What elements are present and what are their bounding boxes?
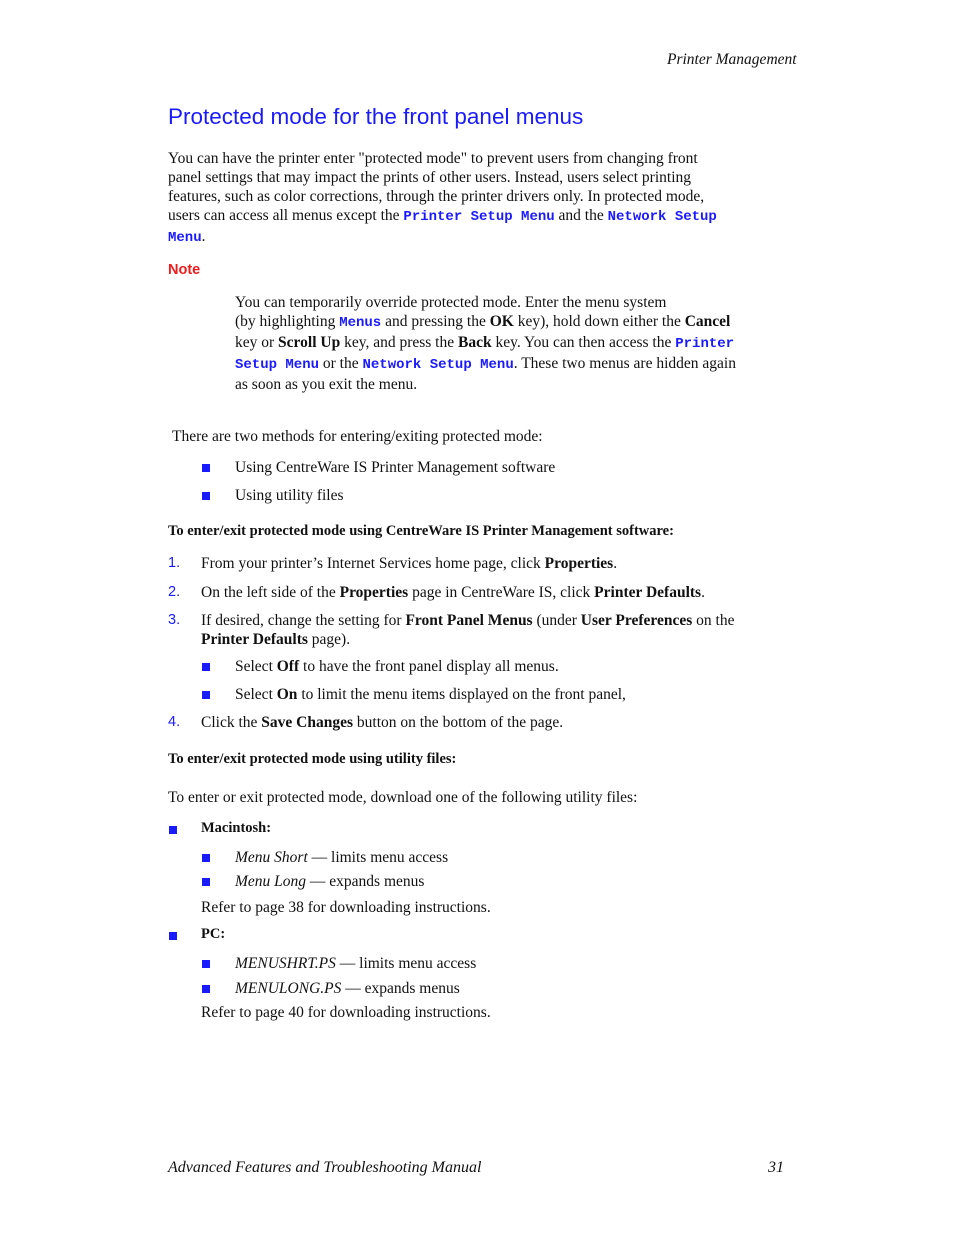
text: If desired, change the setting for (201, 612, 406, 629)
page-title: Protected mode for the front panel menus (168, 104, 584, 129)
file-name: MENULONG.PS (235, 980, 342, 997)
text: page). (307, 631, 351, 648)
text: . These two menus are hidden again (513, 355, 736, 372)
text: to limit the menu items displayed on the front panel, (297, 686, 626, 703)
bullet-icon (202, 854, 210, 862)
text: page in CentreWare IS, click (408, 584, 595, 601)
text: (under (532, 612, 581, 629)
text: — expands menus (306, 873, 425, 890)
bullet-icon (202, 464, 210, 472)
text: button on the bottom of the page. (353, 714, 564, 731)
platform-label-mac: Macintosh: (201, 820, 272, 836)
method-item: Using CentreWare IS Printer Management software (235, 459, 556, 476)
menu-name-setup-menu: Setup Menu (235, 357, 320, 373)
text: key), hold down either the (513, 313, 685, 330)
step-line (201, 630, 821, 649)
ui-term: Save Changes (261, 714, 354, 731)
page-number: 31 (768, 1159, 784, 1176)
bullet-icon (202, 663, 210, 671)
ui-term: Front Panel Menus (405, 612, 533, 629)
bullet-icon (202, 492, 210, 500)
section-heading-centreware: To enter/exit protected mode using CentreWare IS Printer Management software: (168, 523, 674, 539)
bullet-icon (169, 826, 177, 834)
step-1 (201, 554, 617, 573)
step-4 (201, 713, 563, 732)
bullet-icon (202, 960, 210, 968)
step-2 (201, 583, 705, 602)
text: (by highlighting (235, 313, 340, 330)
text: key. You can then access the (491, 334, 676, 351)
step-line (201, 611, 821, 630)
note-line: You can temporarily override protected mode. Enter the menu system (235, 294, 667, 311)
section-heading-utility: To enter/exit protected mode using utility files: (168, 751, 457, 767)
step-number: 2. (168, 584, 181, 600)
intro-line: panel settings that may impact the prints of other users. Instead, users select printing (168, 169, 691, 186)
platform-label-pc: PC: (201, 926, 226, 942)
ui-term: Properties (339, 584, 409, 601)
reference-text: Refer to page 40 for downloading instructions. (201, 1004, 491, 1021)
intro-line: You can have the printer enter "protected mode" to prevent users from changing front (168, 150, 698, 167)
utility-file-item (235, 979, 460, 998)
bullet-icon (169, 932, 177, 940)
sub-item-off (235, 657, 559, 676)
file-name: Menu Short (235, 849, 308, 866)
step-number: 4. (168, 714, 181, 730)
key-back: Back (458, 334, 492, 351)
text: and pressing the (381, 313, 490, 330)
key-scroll-up: Scroll Up (278, 334, 341, 351)
menu-name-network-setup-menu: Network Setup Menu (362, 357, 514, 373)
key-cancel: Cancel (684, 313, 731, 330)
ui-term: User Preferences (580, 612, 693, 629)
bullet-icon (202, 878, 210, 886)
ui-term: Printer Defaults (201, 631, 308, 648)
text: to have the front panel display all menus. (299, 658, 559, 675)
menu-name-printer-setup: Printer Setup Menu (403, 209, 555, 225)
running-header: Printer Management (667, 51, 797, 68)
ui-term: On (276, 686, 298, 703)
file-name: MENUSHRT.PS (235, 955, 336, 972)
ui-term: Printer Defaults (594, 584, 702, 601)
bullet-icon (202, 691, 210, 699)
file-name: Menu Long (235, 873, 307, 890)
text: Click the (201, 714, 262, 731)
text: users can access all menus except the (168, 207, 404, 224)
menu-name-menus: Menus (339, 315, 382, 331)
footer-title: Advanced Features and Troubleshooting Manual (168, 1159, 482, 1176)
utility-intro: To enter or exit protected mode, download one of the following utility files: (168, 789, 638, 806)
note-line (235, 333, 815, 354)
text: On the left side of the (201, 584, 340, 601)
methods-intro: There are two methods for entering/exiting protected mode: (172, 428, 543, 445)
note-line: as soon as you exit the menu. (235, 376, 418, 393)
note-label: Note (168, 262, 201, 278)
text: Select (235, 658, 277, 675)
sub-item-on (235, 685, 626, 704)
menu-name-network-setup: Network Setup (607, 209, 717, 225)
menu-name-printer: Printer (675, 336, 735, 352)
text: or the (319, 355, 363, 372)
reference-text: Refer to page 38 for downloading instructions. (201, 899, 491, 916)
intro-line (168, 206, 818, 227)
intro-line (168, 227, 818, 248)
ui-term: Off (276, 658, 300, 675)
bullet-icon (202, 985, 210, 993)
text: . (701, 584, 705, 601)
step-number: 1. (168, 555, 181, 571)
text: — limits menu access (335, 955, 477, 972)
step-number: 3. (168, 612, 181, 628)
text: key, and press the (340, 334, 458, 351)
method-item: Using utility files (235, 487, 344, 504)
text: on the (692, 612, 735, 629)
utility-file-item (235, 954, 476, 973)
ui-term: Properties (544, 555, 614, 572)
note-line (235, 354, 815, 375)
intro-line: features, such as color corrections, through the printer drivers only. In protected mode, (168, 188, 705, 205)
text: From your printer’s Internet Services home page, click (201, 555, 545, 572)
intro-paragraph (168, 149, 818, 248)
utility-file-item (235, 872, 424, 891)
step-3 (201, 611, 821, 649)
text: Select (235, 686, 277, 703)
text: key or (235, 334, 279, 351)
key-ok: OK (489, 313, 514, 330)
text: and the (554, 207, 608, 224)
text: — expands menus (341, 980, 460, 997)
text: — limits menu access (307, 849, 449, 866)
note-line (235, 312, 815, 333)
menu-name-network-setup-cont: Menu (168, 230, 202, 246)
note-body (235, 293, 815, 394)
utility-file-item (235, 848, 448, 867)
text: . (201, 228, 206, 245)
text: . (613, 555, 618, 572)
